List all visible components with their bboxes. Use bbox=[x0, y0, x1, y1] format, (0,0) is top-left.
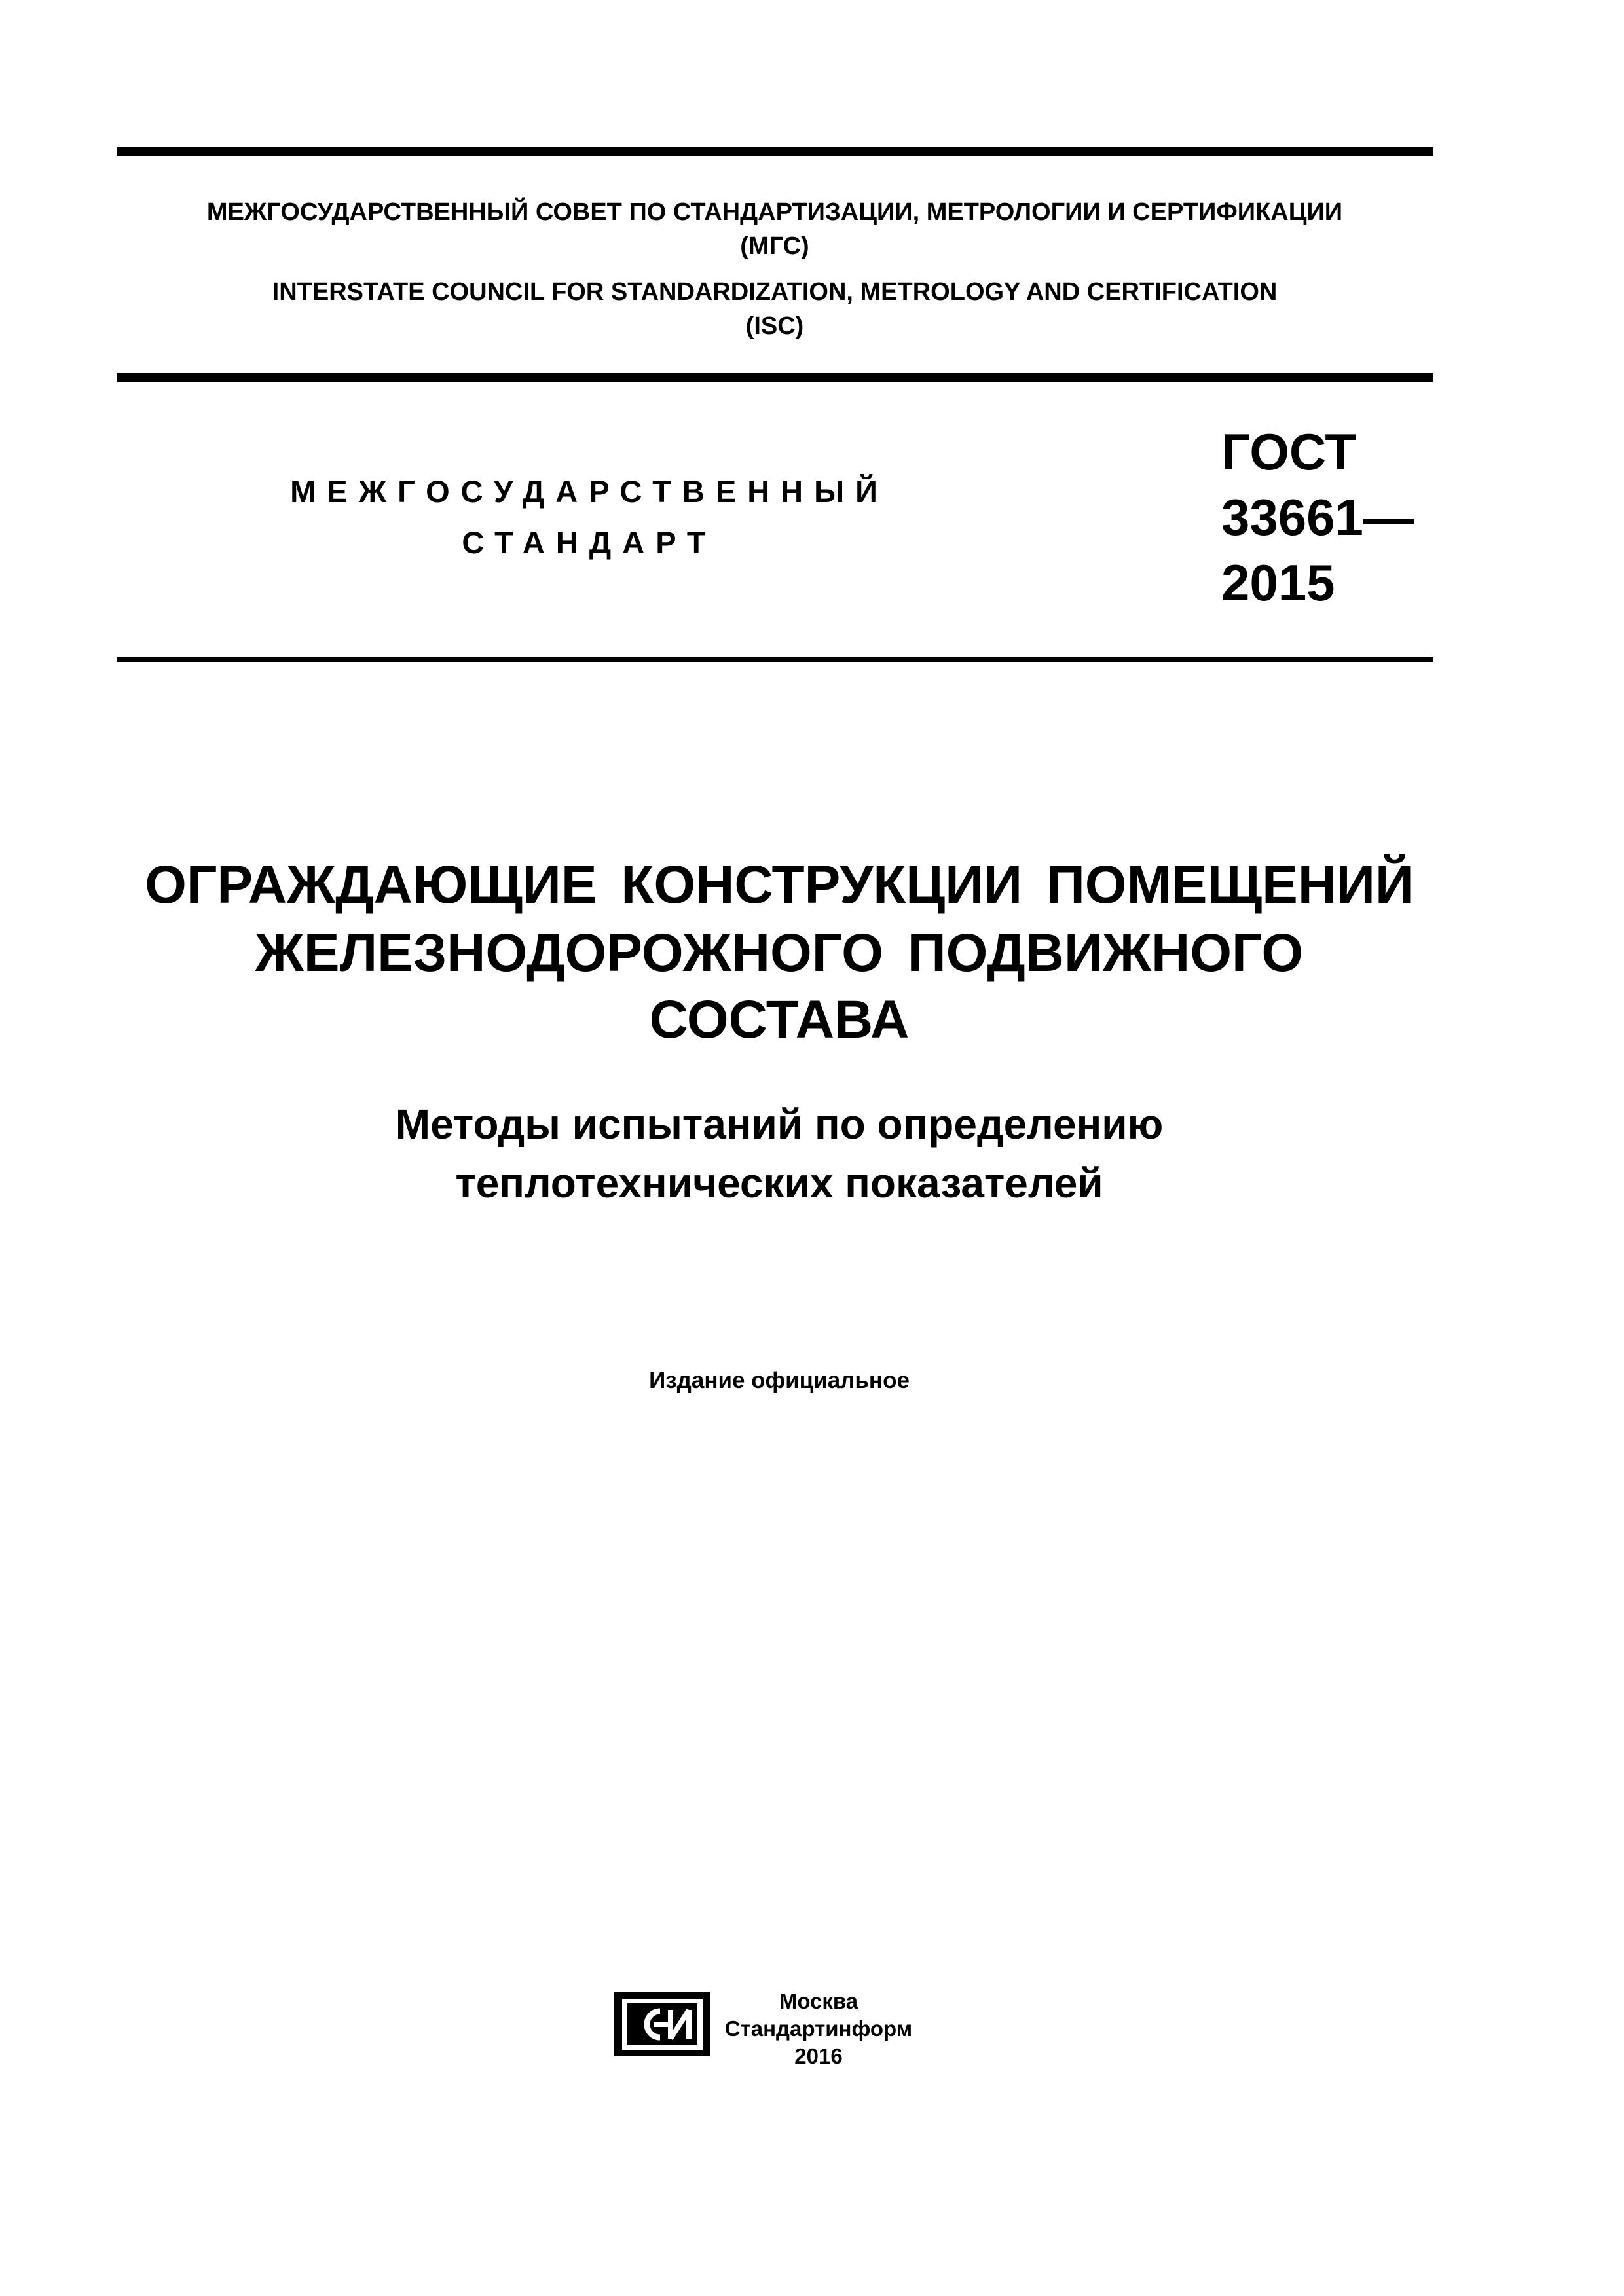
council-name-ru: МЕЖГОСУДАРСТВЕННЫЙ СОВЕТ ПО СТАНДАРТИЗАЦИИ, МЕТРОЛОГИИ И СЕРТИФИКАЦИИ bbox=[206, 198, 1343, 226]
council-abbr-ru: (МГС) bbox=[740, 232, 809, 260]
publisher-year: 2016 bbox=[794, 2044, 843, 2068]
edition-note: Издание официальное bbox=[649, 1368, 910, 1393]
publisher-name: Стандартинформ bbox=[724, 2016, 913, 2041]
header-rule bbox=[117, 373, 1433, 382]
council-abbr-en: (ISC) bbox=[745, 312, 804, 340]
gost-word: ГОСТ bbox=[1221, 423, 1356, 481]
council-name-en: INTERSTATE COUNCIL FOR STANDARDIZATION, METROLOGY AND CERTIFICATION bbox=[272, 278, 1278, 306]
standard-label-line2: СТАНДАРТ bbox=[462, 525, 717, 560]
title-line2: ЖЕЛЕЗНОДОРОЖНОГО ПОДВИЖНОГО bbox=[255, 923, 1304, 983]
title-line1: ОГРАЖДАЮЩИЕ КОНСТРУКЦИИ ПОМЕЩЕНИЙ bbox=[145, 855, 1414, 915]
gost-number: 33661— bbox=[1221, 488, 1414, 546]
publisher-city: Москва bbox=[779, 1989, 858, 2013]
gost-year: 2015 bbox=[1221, 554, 1335, 611]
designation-rule bbox=[117, 657, 1433, 662]
subtitle-line1: Методы испытаний по определению bbox=[395, 1101, 1164, 1148]
top-rule bbox=[117, 147, 1433, 156]
subtitle-line2: теплотехнических показателей bbox=[455, 1159, 1103, 1207]
standartinform-logo-icon bbox=[614, 1992, 710, 2056]
title-line3: СОСТАВА bbox=[649, 990, 910, 1049]
standard-label-line1: МЕЖГОСУДАРСТВЕННЫЙ bbox=[290, 474, 889, 509]
